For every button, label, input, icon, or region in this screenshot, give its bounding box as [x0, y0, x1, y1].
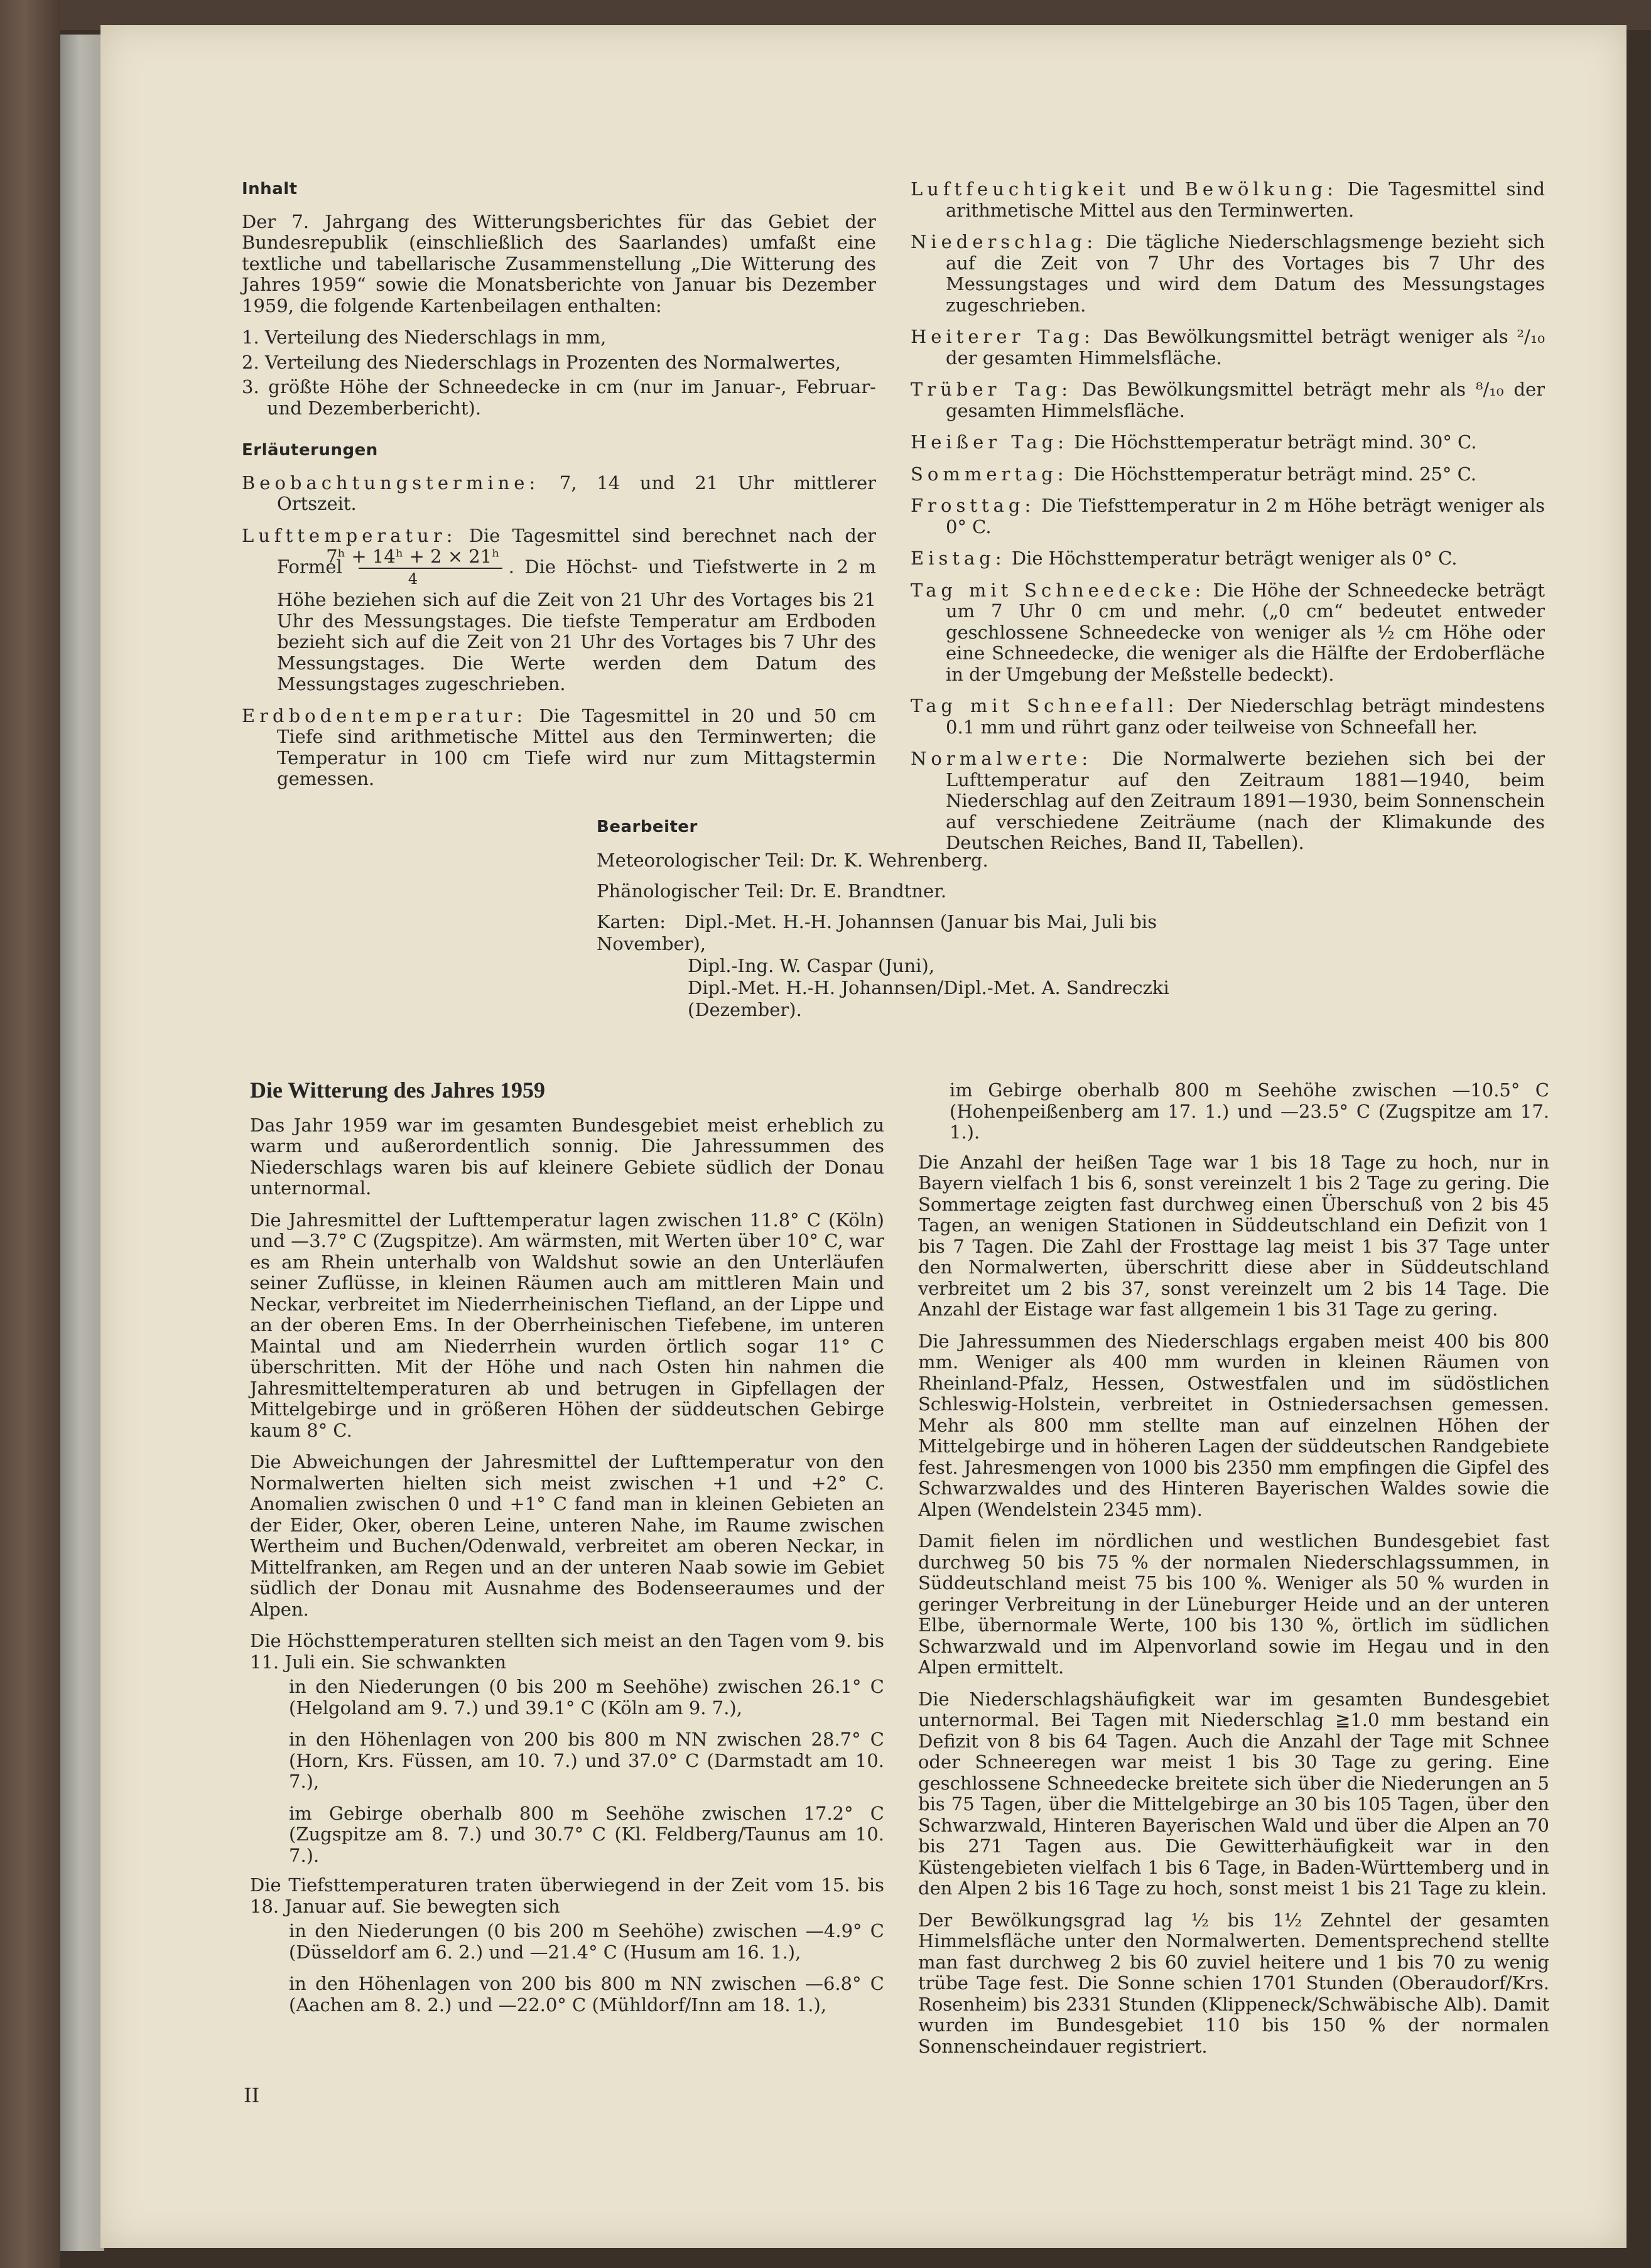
meteo-credit: Meteorologischer Teil: Dr. K. Wehrenberg.	[597, 850, 988, 871]
karten-line: Dipl.-Met. H.-H. Johannsen (Januar bis Mai, Juli bis November),	[597, 911, 1157, 954]
term: Tag mit Schneefall:	[911, 695, 1179, 716]
paragraph: Der Bewölkungsgrad lag ½ bis 1½ Zehntel der gesamten Himmelsfläche unter den Normalwerten. Dementsprechend stellte man fast durchweg 2 bis 60 zuviel heitere und 1 bis 70 zu wenig trübe Tage fest. Die Sonne schien 1701 Stunden (Oberaudorf/Krs. Rosenheim) bis 2331 Stunden (Klippeneck/Schwäbische Alb). Damit wurden im Bundesgebiet 110 bis 150 % der normalen Sonnenscheindauer registriert.	[918, 1909, 1549, 2057]
erdbodentemperatur-entry	[242, 706, 876, 790]
witterung-heading: Die Witterung des Jahres 1959	[250, 1077, 546, 1103]
term: Sommertag:	[911, 463, 1068, 485]
list-item: in den Niederungen (0 bis 200 m Seehöhe) zwischen 26.1° C (Helgoland am 9. 7.) und 39.1° C (Köln am 9. 7.),	[289, 1676, 884, 1719]
definition: Das Bewölkungsmittel beträgt mehr als ⁸/₁₀ der gesamten Himmelsfläche.	[946, 379, 1545, 421]
formula-numerator: 7ʰ + 14ʰ + 2 × 21ʰ	[359, 546, 502, 569]
definition: Die Tiefsttemperatur in 2 m Höhe beträgt weniger als 0° C.	[946, 495, 1545, 537]
definition: Die tägliche Niederschlagsmenge bezieht sich auf die Zeit von 7 Uhr des Vortages bis 7 Uhr des Messungstages und wird dem Datum des Messungstages zugeschrieben.	[946, 231, 1545, 316]
definition: Die Tagesmittel in 20 und 50 cm Tiefe sind arithmetische Mittel aus den Terminwerten; die Temperatur in 100 cm Tiefe wird nur zum Mittagstermin gemessen.	[277, 705, 876, 789]
definition: Der Niederschlag beträgt mindestens 0.1 mm und rührt ganz oder teilweise von Schneefall her.	[946, 695, 1545, 738]
definition-entry	[911, 432, 1545, 453]
term: Trüber Tag:	[911, 379, 1073, 400]
paragraph: Die Tiefsttemperaturen traten überwiegend in der Zeit vom 15. bis 18. Januar auf. Sie bewegten sich	[250, 1874, 884, 1917]
definition: Die Höhe der Schneedecke beträgt um 7 Uhr 0 cm und mehr. („0 cm“ bedeutet entweder geschlossene Schneedecke von weniger als ½ cm Höhe oder eine Schneedecke, die weniger als die Hälfte der Erdoberfläche in der Umgebung der Meßstelle bedeckt).	[946, 579, 1545, 685]
list-item: im Gebirge oberhalb 800 m Seehöhe zwischen 17.2° C (Zugspitze am 8. 7.) und 30.7° C (Kl. Feldberg/Taunus am 10. 7.).	[289, 1802, 884, 1866]
definition: Das Bewölkungsmittel beträgt weniger als ²/₁₀ der gesamten Himmelsfläche.	[946, 326, 1545, 369]
definition: Die Tagesmittel sind arithmetische Mittel aus den Terminwerten.	[946, 178, 1545, 221]
book-spine	[0, 0, 60, 2268]
mean-formula	[326, 546, 502, 590]
definition-entry	[911, 495, 1545, 537]
paragraph: Die Anzahl der heißen Tage war 1 bis 18 Tage zu hoch, nur in Bayern vielfach 1 bis 6, sonst vereinzelt 1 bis 2 Tage zu gering. Die Sommertage zeigten fast durchweg einen Überschuß von 2 bis 45 Tagen, an wenigen Stationen in Süddeutschland ein Defizit von 1 bis 7 Tagen. Die Zahl der Frosttage lag meist 1 bis 37 Tage unter den Normalwerten, überschritt diese aber in Süddeutschland verbreitet um 2 bis 37, sonst vereinzelt um 2 bis 14 Tage. Die Anzahl der Eistage war fast allgemein 1 bis 31 Tage zu gering.	[918, 1151, 1549, 1320]
definition-entry	[911, 179, 1545, 221]
paragraph: Das Jahr 1959 war im gesamten Bundesgebiet meist erheblich zu warm und außerordentlich sonnig. Die Jahressummen des Niederschlags waren bis auf kleinere Gebiete südlich der Donau unternormal.	[250, 1114, 884, 1199]
term: Bewölkung:	[1184, 178, 1338, 200]
term: Heißer Tag:	[911, 431, 1069, 453]
definition-entry	[911, 327, 1545, 369]
definition: Die Höchsttemperatur beträgt mind. 30° C.	[1068, 431, 1477, 453]
definition: . Die Höchst- und Tiefstwerte in 2 m Höhe beziehen sich auf die Zeit von 21 Uhr des Vortages bis 21 Uhr des Messungstages. Die tiefste Temperatur am Erdboden bezieht sich auf die Zeit von 21 Uhr des Vortages bis 7 Uhr des Messungstages. Die Werte werden dem Datum des Messungstages zugeschrieben.	[277, 556, 876, 694]
list-item: 2. Verteilung des Niederschlags in Prozenten des Normalwertes,	[242, 351, 842, 373]
paragraph: Die Niederschlagshäufigkeit war im gesamten Bundesgebiet unternormal. Bei Tagen mit Niederschlag ≧1.0 mm bestand ein Defizit von 8 bis 64 Tagen. Auch die Anzahl der Tage mit Schnee oder Schneeregen war meist 1 bis 30 Tage zu gering. Eine geschlossene Schneedecke breitete sich über die Niederungen an 5 bis 75 Tagen, über die Mittelgebirge an 30 bis 105 Tagen, über den Schwarzwald, Hinteren Bayerischen Wald und über die Alpen an 70 bis 271 Tagen aus. Die Gewitterhäufigkeit war in den Küstengebieten vielfach 1 bis 6 Tage, in Baden-Württemberg und in den Alpen 2 bis 16 Tage zu hoch, sonst meist 1 bis 21 Tage zu klein.	[918, 1688, 1549, 1899]
definition: Die Normalwerte beziehen sich bei der Lufttemperatur auf den Zeitraum 1881—1940, beim Niederschlag auf den Zeitraum 1891—1930, beim Sonnenschein auf verschiedene Zeiträume (nach der Klimakunde des Deutschen Reiches, Band II, Tabellen).	[946, 748, 1545, 853]
definition-entry	[911, 696, 1545, 738]
paragraph: Die Abweichungen der Jahresmittel der Lufttemperatur von den Normalwerten hielten sich meist zwischen +1 und +2° C. Anomalien zwischen 0 und +1° C fand man in kleinen Gebieten an der Eider, Oker, oberen Leine, unteren Nahe, im Raume zwischen Wertheim und Buchen/Odenwald, verbreitet am oberen Neckar, in Mittelfranken, am Regen und an der unteren Naab sowie im Gebiet südlich der Donau mit Ausnahme des Bodenseeraumes und der Alpen.	[250, 1451, 884, 1620]
lufttemperatur-entry	[242, 526, 876, 695]
definition-entry	[911, 548, 1545, 570]
term: Luftfeuchtigkeit	[911, 178, 1130, 200]
definition-entry	[911, 379, 1545, 421]
list-item: in den Niederungen (0 bis 200 m Seehöhe) zwischen —4.9° C (Düsseldorf am 6. 2.) und —21.4° C (Husum am 16. 1.),	[289, 1920, 884, 1963]
term: Niederschlag:	[911, 231, 1098, 252]
definition: 7, 14 und 21 Uhr mittlerer Ortszeit.	[277, 472, 877, 514]
karten-label: Karten:	[597, 911, 666, 932]
term: Heiterer Tag:	[911, 326, 1095, 347]
term: Frosttag:	[911, 495, 1036, 516]
definition: Die Höchsttemperatur beträgt mind. 25° C.	[1068, 463, 1476, 485]
inhalt-heading: Inhalt	[242, 180, 298, 198]
tiefst-sublist-continued	[918, 1080, 1549, 1143]
phaeno-credit: Phänologischer Teil: Dr. E. Brandtner.	[597, 880, 947, 902]
witterung-left-column	[250, 1077, 884, 2026]
paragraph: Die Jahressummen des Niederschlags ergaben meist 400 bis 800 mm. Weniger als 400 mm wurden in kleinen Räumen von Rheinland-Pfalz, Hessen, Ostwestfalen und im südöstlichen Schleswig-Holstein, verbreitet in Ostniedersachsen gemessen. Mehr als 800 mm stellte man auf einzelnen Höhen der Mittelgebirge und in höheren Lagen der süddeutschen Randgebiete fest. Jahresmengen von 1000 bis 2350 mm empfingen die Gipfel des Schwarzwaldes und des Hinteren Bayerischen Waldes sowie die Alpen (Wendelstein 2345 mm).	[918, 1330, 1549, 1520]
term: Lufttemperatur:	[242, 524, 457, 546]
karten-line: Dipl.-Ing. W. Caspar (Juni),	[688, 955, 935, 976]
erlaeuterungen-heading: Erläuterungen	[242, 441, 378, 460]
definitions-column	[911, 179, 1545, 865]
list-item: im Gebirge oberhalb 800 m Seehöhe zwischen —10.5° C (Hohenpeißenberg am 17. 1.) und —23.5° C (Zugspitze am 17. 1.).	[950, 1079, 1549, 1143]
bearbeiter-block	[597, 816, 1256, 1030]
inhalt-column	[242, 179, 876, 801]
term: Beobachtungstermine:	[242, 472, 540, 494]
hoechst-sublist	[250, 1677, 884, 1866]
list-item: in den Höhenlagen von 200 bis 800 m NN zwischen —6.8° C (Aachen am 8. 2.) und —22.0° C (Mühldorf/Inn am 18. 1.),	[289, 1973, 884, 2016]
list-item: in den Höhenlagen von 200 bis 800 m NN zwischen 28.7° C (Horn, Krs. Füssen, am 10. 7.) und 37.0° C (Darmstadt am 10. 7.),	[289, 1729, 884, 1792]
witterung-right-column	[918, 1080, 1549, 2068]
beobachtungstermine-entry	[242, 473, 876, 515]
binding-strip	[60, 35, 104, 2251]
term: Tag mit Schneedecke:	[911, 579, 1206, 601]
tiefst-sublist	[250, 1921, 884, 2016]
term: Eistag:	[911, 548, 1006, 569]
paragraph: Die Höchsttemperaturen stellten sich meist an den Tagen vom 9. bis 11. Juli ein. Sie schwankten	[250, 1630, 884, 1673]
paragraph: Damit fielen im nördlichen und westlichen Bundesgebiet fast durchweg 50 bis 75 % der normalen Niederschlagssummen, in Süddeutschland meist 75 bis 100 %. Weniger als 50 % wurden in geringer Verbreitung in der Lüneburger Heide und an der unteren Elbe, übernormale Werte, 100 bis 130 %, örtlich im südlichen Schwarzwald und im Alpenvorland sowie im Hegau und in den Alpen ermittelt.	[918, 1530, 1549, 1678]
bearbeiter-heading: Bearbeiter	[597, 818, 698, 836]
term: Normalwerte:	[911, 748, 1093, 769]
definition-entry	[911, 580, 1545, 686]
definition-entry	[911, 232, 1545, 316]
karten-credit	[597, 911, 1256, 955]
term: Erdbodentemperatur:	[242, 705, 528, 726]
definition: Die Tagesmittel sind berechnet nach der Formel	[277, 524, 877, 578]
list-item: 3. größte Höhe der Schneedecke in cm (nur im Januar-, Februar- und Dezemberbericht).	[242, 376, 876, 419]
inhalt-intro: Der 7. Jahrgang des Witterungsberichtes für das Gebiet der Bundesrepublik (einschließlich des Saarlandes) umfaßt eine textliche und tabellarische Zusammenstellung „Die Witterung des Jahres 1959“ sowie die Monatsberichte von Januar bis Dezember 1959, die folgende Kartenbeilagen enthalten:	[242, 210, 876, 316]
inhalt-list	[242, 327, 876, 419]
paragraph: Die Jahresmittel der Lufttemperatur lagen zwischen 11.8° C (Köln) und —3.7° C (Zugspitze). Am wärmsten, mit Werten über 10° C, war es am Rhein unterhalb von Waldshut sowie an den Unterläufen seiner Zuflüsse, in kleinen Räumen auch am mittleren Main und Neckar, verbreitet im Niederrheinischen Tiefland, an der Lippe und an der oberen Ems. In der Oberrheinischen Tiefebene, im unteren Maintal und am Niederrhein wurden örtlich sogar 11° C überschritten. Mit der Höhe und nach Osten hin nahmen die Jahresmitteltemperaturen ab und betrugen in Gipfellagen der Mittelgebirge und in größeren Höhen der süddeutschen Gebirge kaum 8° C.	[250, 1209, 884, 1441]
formula-denominator: 4	[408, 570, 418, 588]
list-item: 1. Verteilung des Niederschlags in mm,	[242, 327, 607, 348]
definition: Die Höchsttemperatur beträgt weniger als 0° C.	[1005, 548, 1458, 569]
connector: und	[1129, 178, 1185, 200]
page-number: II	[244, 2083, 260, 2107]
definition-entry	[911, 464, 1545, 485]
karten-line: Dipl.-Met. H.-H. Johannsen/Dipl.-Met. A. Sandreczki (Dezember).	[688, 977, 1169, 1020]
